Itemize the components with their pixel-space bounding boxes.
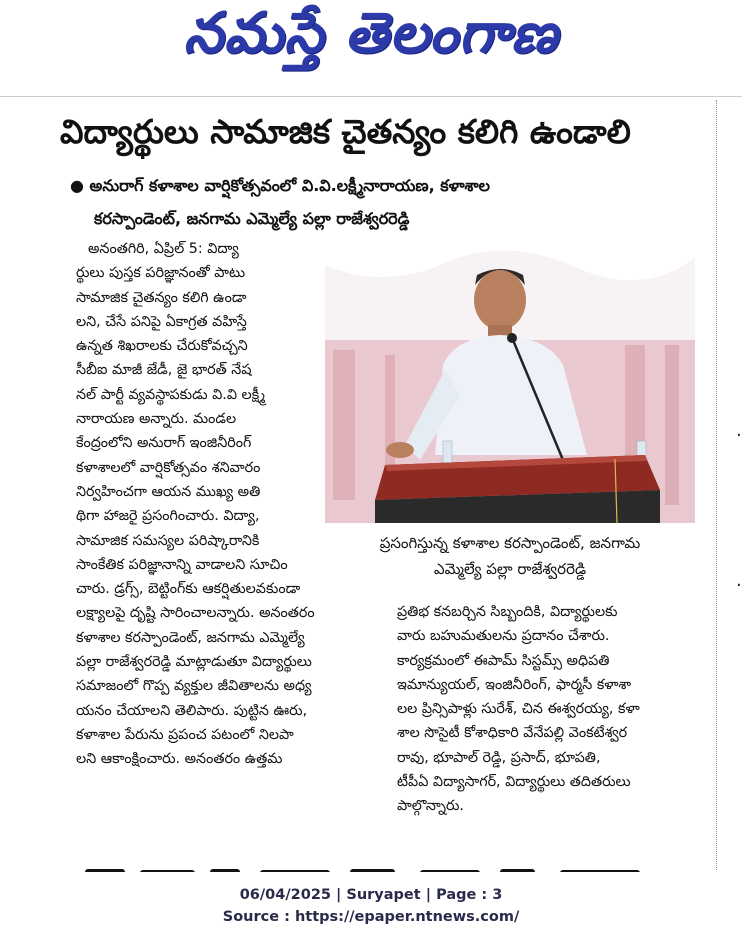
body-line: టీపీఏ విద్యాసాగర్, విద్యార్థులు తదితరులు: [397, 774, 631, 791]
body-line: సామాజిక సమస్యల పరిష్కారానికి: [76, 532, 260, 549]
body-line: ఉన్నత శిఖరాలకు చేరుకోవచ్చని: [76, 338, 248, 355]
body-line: సమాజంలో గొప్ప వ్యక్తుల జీవితాలను అధ్య: [76, 678, 312, 695]
article-subhead-line: ● అనురాగ్ కళాశాల వార్షికోత్సవంలో వి.వి.లక్ష్మీనారాయణ, కళాశాల: [70, 176, 490, 195]
photo-caption-line: ఎమ్మెల్యే పల్లా రాజేశ్వరరెడ్డి: [433, 560, 587, 578]
body-line: కళాశాల పేరును ప్రపంచ పటంలో నిలపా: [76, 726, 294, 743]
body-line: లల ప్రిన్సిపాళ్లు సురేశ్, చిన ఈశ్వరయ్య, కళా: [397, 701, 640, 718]
article-body-column-left: [76, 237, 322, 772]
body-line: అనంతగిరి, ఏప్రిల్ 5: విద్యా: [88, 241, 239, 257]
body-line: లని, చేసే పనిపై ఏకాగ్రత వహిస్తే: [76, 313, 247, 330]
body-line: సీబీఐ మాజీ జేడీ, జై భారత్ నేష: [76, 362, 252, 379]
body-line: ఇమాన్యుయల్, ఇంజినీరింగ్, ఫార్మసీ కళాశా: [397, 676, 632, 693]
body-line: చారు. డ్రగ్స్, బెట్టింగ్‌కు ఆకర్షితులవకుండా: [76, 581, 301, 598]
body-line: కళాశాల కరస్పాండెంట్, జనగామ ఎమ్మెల్యే: [76, 629, 305, 646]
body-line: ప్రతిభ కనబర్చిన సిబ్బందికి, విద్యార్థులకు: [397, 604, 618, 620]
body-line: నిర్వహించగా ఆయన ముఖ్య అతి: [76, 483, 261, 500]
article-photo-speaker: [325, 245, 695, 523]
masthead-title: నమస్తే తెలంగాణ: [183, 0, 559, 66]
body-line: కార్యక్రమంలో ఈపామ్ సిస్టమ్స్ అధిపతి: [397, 652, 610, 669]
footer-source-link[interactable]: Source : https://epaper.ntnews.com/: [222, 909, 520, 925]
body-line: శాల సొసైటీ కోశాధికారి వేనేపల్లి వెంకటేశ్వర: [397, 725, 628, 742]
adjacent-article-fragment: ·: [736, 575, 742, 596]
epaper-footer: [0, 884, 742, 928]
next-headline-fragment: [60, 862, 720, 872]
photo-caption-line: ప్రసంగిస్తున్న కళాశాల కరస్పాండెంట్, జనగామ: [379, 534, 641, 552]
adjacent-article-fragment: ·: [736, 425, 742, 446]
article-subhead-line: కరస్పాండెంట్, జనగామ ఎమ్మెల్యే పల్లా రాజేశ్వరరెడ్డి: [94, 209, 410, 228]
body-line: పాల్గొన్నారు.: [397, 798, 464, 815]
masthead-divider: [0, 96, 742, 97]
body-line: వారు బహుమతులను ప్రదానం చేశారు.: [397, 628, 610, 645]
body-line: నారాయణ అన్నారు. మండల: [76, 411, 237, 428]
article-body-column-right: [397, 600, 707, 819]
body-line: లక్ష్యాలపై దృష్టి సారించాలన్నారు. అనంతరం: [76, 605, 315, 622]
body-line: సామాజిక చైతన్యం కలిగి ఉండా: [76, 289, 247, 306]
body-line: లని ఆకాంక్షించారు. అనంతరం ఉత్తమ: [76, 751, 283, 768]
body-line: పల్లా రాజేశ్వరరెడ్డి మాట్లాడుతూ విద్యార్థులు: [76, 654, 312, 671]
footer-date-edition: 06/04/2025 | Suryapet | Page : 3: [239, 887, 503, 903]
photo-caption: [325, 530, 695, 582]
body-line: కేంద్రంలోని అనురాగ్ ఇంజినీరింగ్: [76, 435, 252, 452]
body-line: రావు, భూపాల్ రెడ్డి, ప్రసాద్, భూపతి,: [397, 749, 601, 766]
newspaper-masthead: [0, 0, 742, 80]
article-headline: విద్యార్థులు సామాజిక చైతన్యం కలిగి ఉండాలి: [60, 112, 631, 151]
body-line: నల్ పార్టీ వ్యవస్థాపకుడు వి.వి లక్ష్మీ: [76, 386, 266, 403]
body-line: థిగా హాజరై ప్రసంగించారు. విద్యా,: [76, 508, 260, 525]
body-line: ర్థులు పుస్తక పరిజ్ఞానంతో పాటు: [76, 265, 246, 282]
body-line: యనం చేయాలని తెలిపారు. పుట్టిన ఊరు,: [76, 702, 308, 719]
body-line: సాంకేతిక పరిజ్ఞానాన్ని వాడాలని సూచిం: [76, 556, 288, 573]
body-line: కళాశాలలో వార్షికోత్సవం శనివారం: [76, 459, 261, 476]
